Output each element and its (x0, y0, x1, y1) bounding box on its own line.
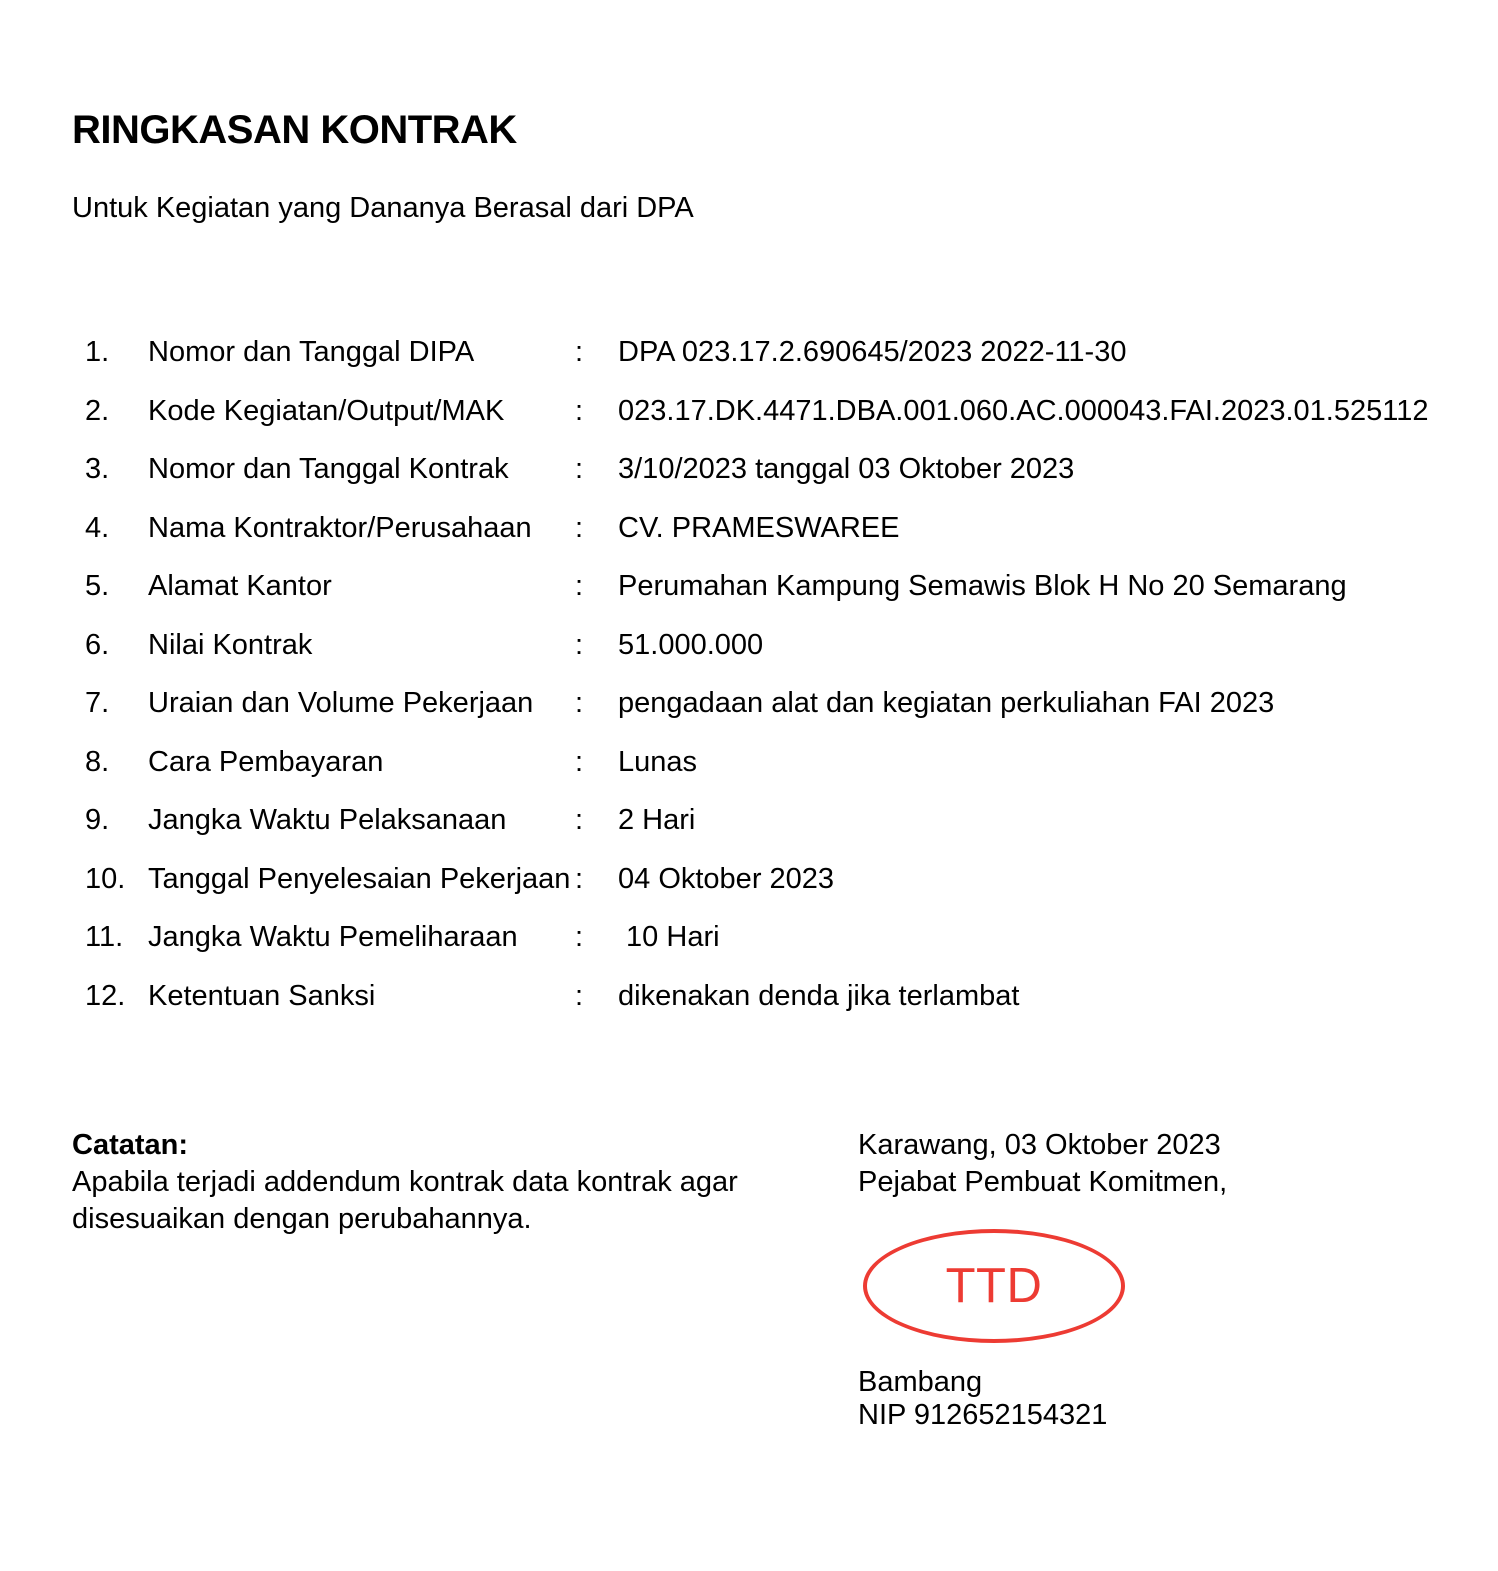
ttd-stamp-text: TTD (945, 1258, 1043, 1313)
item-number: 8. (85, 745, 110, 778)
item-number: 6. (85, 628, 110, 661)
item-value: 3/10/2023 tanggal 03 Oktober 2023 (618, 453, 1075, 485)
note-line: Apabila terjadi addendum kontrak data kontrak agar (72, 1166, 738, 1198)
signature-nip: NIP 912652154321 (858, 1399, 1108, 1431)
note-line: disesuaikan dengan perubahannya. (72, 1203, 532, 1235)
item-label: Nomor dan Tanggal Kontrak (148, 453, 509, 485)
item-separator: : (575, 745, 584, 778)
item-separator: : (575, 862, 584, 895)
item-separator: : (575, 336, 584, 368)
contract-item-row (85, 628, 1475, 662)
contract-item-row (85, 920, 1475, 954)
item-label: Kode Kegiatan/Output/MAK (148, 394, 505, 427)
item-number: 7. (85, 687, 110, 719)
item-value: 04 Oktober 2023 (618, 862, 835, 895)
item-label: Uraian dan Volume Pekerjaan (148, 687, 534, 719)
item-separator: : (575, 921, 584, 953)
signature-role: Pejabat Pembuat Komitmen, (858, 1166, 1228, 1198)
item-value: 10 Hari (618, 921, 720, 953)
item-number: 10. (85, 862, 126, 895)
item-number: 4. (85, 511, 110, 544)
item-separator: : (575, 394, 584, 427)
item-value: 023.17.DK.4471.DBA.001.060.AC.000043.FAI.2023.01.525112 (618, 394, 1429, 427)
contract-item-row (85, 569, 1475, 603)
item-value: dikenakan denda jika terlambat (618, 979, 1020, 1012)
signature-place-date: Karawang, 03 Oktober 2023 (858, 1129, 1221, 1161)
item-number: 5. (85, 570, 110, 602)
note-title: Catatan: (72, 1129, 189, 1161)
item-number: 3. (85, 453, 110, 485)
item-value: Lunas (618, 745, 698, 778)
item-separator: : (575, 979, 584, 1012)
item-value: CV. PRAMESWAREE (618, 511, 900, 544)
item-number: 12. (85, 979, 126, 1012)
item-label: Jangka Waktu Pemeliharaan (148, 921, 518, 953)
contract-item-row (85, 803, 1475, 837)
item-value: 2 Hari (618, 804, 696, 836)
ttd-stamp-ellipse (863, 1229, 1125, 1343)
item-separator: : (575, 570, 584, 602)
item-number: 11. (85, 921, 124, 953)
item-number: 9. (85, 804, 110, 836)
contract-item-row (85, 686, 1475, 720)
item-label: Cara Pembayaran (148, 745, 384, 778)
item-separator: : (575, 453, 584, 485)
item-label: Nomor dan Tanggal DIPA (148, 336, 475, 368)
contract-item-row (85, 335, 1475, 369)
item-separator: : (575, 511, 584, 544)
item-value: DPA 023.17.2.690645/2023 2022-11-30 (618, 336, 1127, 368)
contract-item-row (85, 862, 1475, 896)
item-number: 1. (85, 336, 110, 368)
contract-items-list (85, 335, 1475, 1037)
signature-name: Bambang (858, 1366, 983, 1398)
item-separator: : (575, 628, 584, 661)
contract-item-row (85, 745, 1475, 779)
item-value: Perumahan Kampung Semawis Blok H No 20 Semarang (618, 570, 1347, 602)
item-value: 51.000.000 (618, 628, 764, 661)
contract-item-row (85, 394, 1475, 428)
item-separator: : (575, 687, 584, 719)
item-label: Nama Kontraktor/Perusahaan (148, 511, 532, 544)
signature-block (858, 1127, 1338, 1467)
item-label: Alamat Kantor (148, 570, 332, 602)
item-label: Tanggal Penyelesaian Pekerjaan (148, 862, 571, 895)
page-title: RINGKASAN KONTRAK (72, 108, 517, 152)
contract-item-row (85, 511, 1475, 545)
page-subtitle: Untuk Kegiatan yang Dananya Berasal dari DPA (72, 192, 694, 224)
contract-item-row (85, 452, 1475, 486)
item-number: 2. (85, 394, 110, 427)
item-value: pengadaan alat dan kegiatan perkuliahan FAI 2023 (618, 687, 1275, 719)
item-label: Nilai Kontrak (148, 628, 313, 661)
note-block (72, 1127, 738, 1238)
contract-item-row (85, 979, 1475, 1013)
item-label: Ketentuan Sanksi (148, 979, 376, 1012)
item-separator: : (575, 804, 584, 836)
item-label: Jangka Waktu Pelaksanaan (148, 804, 507, 836)
